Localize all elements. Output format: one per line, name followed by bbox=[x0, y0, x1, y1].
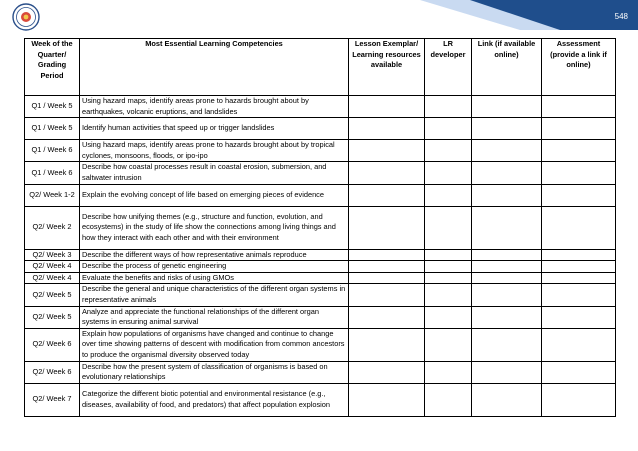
table-cell-assessment bbox=[542, 261, 616, 273]
col-header-competency: Most Essential Learning Competencies bbox=[80, 39, 349, 96]
table-cell-competency: Evaluate the benefits and risks of using GMOs bbox=[80, 272, 349, 284]
table-cell-developer bbox=[425, 272, 472, 284]
table-cell-week: Q1 / Week 6 bbox=[25, 140, 80, 162]
table-cell-week: Q2/ Week 6 bbox=[25, 328, 80, 361]
table-row bbox=[25, 184, 616, 206]
table-cell-assessment bbox=[542, 284, 616, 306]
table-cell-competency: Analyze and appreciate the functional relationships of the different organ systems in ensuring animal survival bbox=[80, 306, 349, 328]
table-cell-exemplar bbox=[349, 118, 425, 140]
table-cell-assessment bbox=[542, 184, 616, 206]
table-cell-exemplar bbox=[349, 162, 425, 184]
table-cell-link bbox=[472, 284, 542, 306]
table-cell-week: Q2/ Week 4 bbox=[25, 272, 80, 284]
table-cell-exemplar bbox=[349, 284, 425, 306]
col-header-exemplar: Lesson Exemplar/ Learning resources available bbox=[349, 39, 425, 96]
deped-seal-logo bbox=[12, 3, 40, 31]
table-cell-link bbox=[472, 96, 542, 118]
table-cell-competency: Categorize the different biotic potential and environmental resistance (e.g., diseases, availability of food, and predators) that affect population explosion bbox=[80, 383, 349, 416]
table-cell-exemplar bbox=[349, 206, 425, 249]
table-cell-developer bbox=[425, 118, 472, 140]
page-number: 548 bbox=[614, 12, 628, 21]
table-row bbox=[25, 118, 616, 140]
table-cell-developer bbox=[425, 184, 472, 206]
table-cell-competency: Describe how unifying themes (e.g., structure and function, evolution, and ecosystems) in the study of life show the connections among living things and how they interact with each other and with their environment bbox=[80, 206, 349, 249]
table-body bbox=[25, 96, 616, 417]
table-cell-link bbox=[472, 383, 542, 416]
table-cell-link bbox=[472, 361, 542, 383]
table-cell-competency: Using hazard maps, identify areas prone to hazards brought about by tropical cyclones, monsoons, floods, or ipo-ipo bbox=[80, 140, 349, 162]
table-cell-competency: Describe the different ways of how representative animals reproduce bbox=[80, 249, 349, 261]
table-cell-week: Q2/ Week 5 bbox=[25, 306, 80, 328]
table-cell-developer bbox=[425, 383, 472, 416]
table-cell-week: Q1 / Week 5 bbox=[25, 118, 80, 140]
table-row bbox=[25, 261, 616, 273]
table-cell-exemplar bbox=[349, 328, 425, 361]
col-header-assessment: Assessment (provide a link if online) bbox=[542, 39, 616, 96]
table-row bbox=[25, 284, 616, 306]
table-row bbox=[25, 162, 616, 184]
table-cell-assessment bbox=[542, 140, 616, 162]
table-cell-assessment bbox=[542, 272, 616, 284]
table-cell-link bbox=[472, 162, 542, 184]
table-cell-week: Q1 / Week 6 bbox=[25, 162, 80, 184]
table-cell-developer bbox=[425, 361, 472, 383]
table-row bbox=[25, 249, 616, 261]
header-banner bbox=[0, 0, 638, 30]
table-cell-assessment bbox=[542, 328, 616, 361]
table-cell-developer bbox=[425, 328, 472, 361]
table-cell-link bbox=[472, 272, 542, 284]
table-cell-link bbox=[472, 249, 542, 261]
table-cell-exemplar bbox=[349, 261, 425, 273]
table-cell-competency: Explain how populations of organisms have changed and continue to change over time showing patterns of descent with modification from common ancestors to produce the organismal diversity observed today bbox=[80, 328, 349, 361]
table-cell-exemplar bbox=[349, 361, 425, 383]
table-cell-assessment bbox=[542, 206, 616, 249]
table-cell-developer bbox=[425, 306, 472, 328]
table-cell-link bbox=[472, 184, 542, 206]
table-cell-week: Q2/ Week 5 bbox=[25, 284, 80, 306]
table-row bbox=[25, 206, 616, 249]
table-cell-link bbox=[472, 206, 542, 249]
table-cell-link bbox=[472, 306, 542, 328]
table-cell-exemplar bbox=[349, 184, 425, 206]
table-row bbox=[25, 140, 616, 162]
table-cell-developer bbox=[425, 140, 472, 162]
table-cell-link bbox=[472, 328, 542, 361]
table-cell-competency: Explain the evolving concept of life based on emerging pieces of evidence bbox=[80, 184, 349, 206]
table-cell-link bbox=[472, 118, 542, 140]
table-row bbox=[25, 272, 616, 284]
table-cell-assessment bbox=[542, 383, 616, 416]
table-cell-assessment bbox=[542, 96, 616, 118]
table-cell-developer bbox=[425, 162, 472, 184]
table-cell-exemplar bbox=[349, 306, 425, 328]
table-cell-developer bbox=[425, 249, 472, 261]
table-cell-competency: Describe the general and unique characteristics of the different organ systems in representative animals bbox=[80, 284, 349, 306]
table-cell-competency: Identify human activities that speed up or trigger landslides bbox=[80, 118, 349, 140]
table-cell-developer bbox=[425, 284, 472, 306]
col-header-link: Link (if available online) bbox=[472, 39, 542, 96]
competency-table bbox=[24, 38, 616, 417]
table-cell-competency: Describe how coastal processes result in coastal erosion, submersion, and saltwater intrusion bbox=[80, 162, 349, 184]
table-row bbox=[25, 328, 616, 361]
table-cell-exemplar bbox=[349, 272, 425, 284]
table-row bbox=[25, 96, 616, 118]
table-cell-competency: Describe the process of genetic engineering bbox=[80, 261, 349, 273]
table-row bbox=[25, 361, 616, 383]
table-cell-exemplar bbox=[349, 383, 425, 416]
table-header-row bbox=[25, 39, 616, 96]
table-cell-assessment bbox=[542, 118, 616, 140]
table-row bbox=[25, 306, 616, 328]
table-cell-week: Q2/ Week 1-2 bbox=[25, 184, 80, 206]
col-header-developer: LR developer bbox=[425, 39, 472, 96]
table-cell-assessment bbox=[542, 162, 616, 184]
table-cell-week: Q1 / Week 5 bbox=[25, 96, 80, 118]
table-cell-assessment bbox=[542, 361, 616, 383]
table-cell-exemplar bbox=[349, 140, 425, 162]
table-row bbox=[25, 383, 616, 416]
table-cell-week: Q2/ Week 2 bbox=[25, 206, 80, 249]
table-cell-assessment bbox=[542, 306, 616, 328]
table-cell-exemplar bbox=[349, 249, 425, 261]
table-cell-developer bbox=[425, 96, 472, 118]
col-header-week: Week of the Quarter/ Grading Period bbox=[25, 39, 80, 96]
table-cell-competency: Using hazard maps, identify areas prone to hazards brought about by earthquakes, volcanic eruptions, and landslides bbox=[80, 96, 349, 118]
table-cell-assessment bbox=[542, 249, 616, 261]
table-cell-week: Q2/ Week 6 bbox=[25, 361, 80, 383]
table-cell-week: Q2/ Week 3 bbox=[25, 249, 80, 261]
table-cell-developer bbox=[425, 206, 472, 249]
table-cell-developer bbox=[425, 261, 472, 273]
table-cell-competency: Describe how the present system of classification of organisms is based on evolutionary relationships bbox=[80, 361, 349, 383]
table-cell-link bbox=[472, 140, 542, 162]
table-cell-link bbox=[472, 261, 542, 273]
table-cell-week: Q2/ Week 4 bbox=[25, 261, 80, 273]
table-cell-exemplar bbox=[349, 96, 425, 118]
table-cell-week: Q2/ Week 7 bbox=[25, 383, 80, 416]
